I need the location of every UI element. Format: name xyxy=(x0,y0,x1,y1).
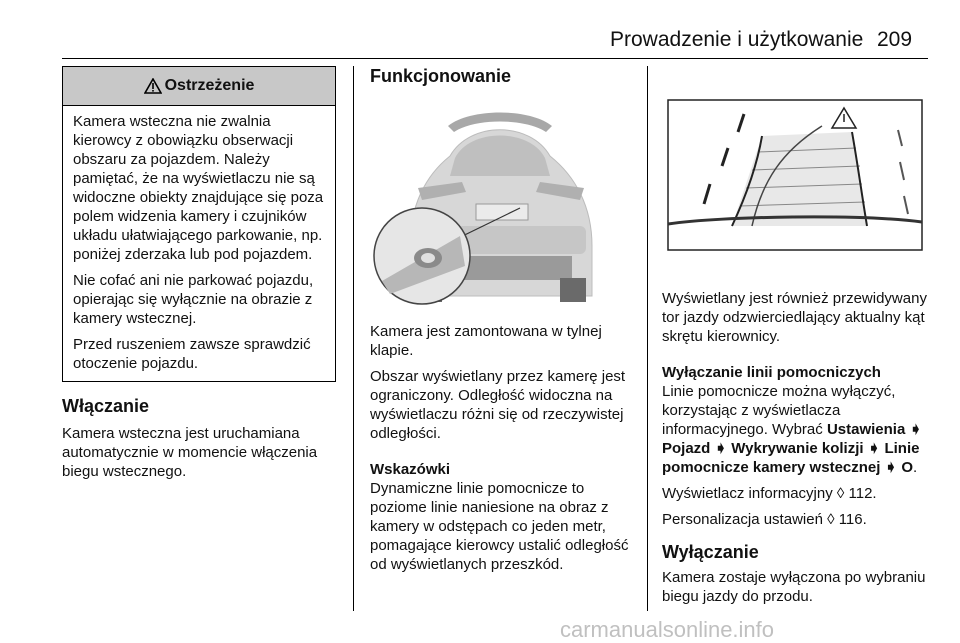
warning-title: Ostrzeżenie xyxy=(164,77,255,94)
function-text-block xyxy=(370,322,638,581)
heading-wlaczanie: Włączanie xyxy=(62,396,150,416)
tips-text: Dynamiczne linie pomocnicze to poziome linie naniesione na obraz z kamery w odstępach co jeden metr, pomagające kierowcy ustalić odległość od wyświetlanych przeszkód. xyxy=(370,480,629,573)
warning-header xyxy=(63,67,335,106)
rear-camera-car-illustration xyxy=(370,96,632,306)
warning-paragraph: Przed ruszeniem zawsze sprawdzić otoczenie pojazdu. xyxy=(73,336,311,372)
reference-text: Personalizacja ustawień xyxy=(662,511,823,528)
guides-paragraph xyxy=(662,382,932,477)
warning-box xyxy=(62,66,336,382)
reference-arrow-icon: ◊ xyxy=(827,511,835,528)
column-divider-1 xyxy=(353,66,354,611)
off-text: Kamera zostaje wyłączona po wybraniu biegu jazdy do przodu. xyxy=(662,569,926,605)
camera-display-illustration xyxy=(662,96,928,276)
function-paragraph-2: Obszar wyświetlany przez kamerę jest ograniczony. Odległość widoczna na wyświetlaczu różni się od rzeczywistej odległości. xyxy=(370,368,626,442)
menu-arrow-icon: ➧ xyxy=(884,459,898,476)
warning-paragraph: Nie cofać ani nie parkować pojazdu, opierając się wyłącznie na obrazie z kamery wstecznej. xyxy=(73,272,314,327)
menu-arrow-icon: ➧ xyxy=(714,440,728,457)
page-header-title: Prowadzenie i użytkowanie xyxy=(610,28,864,51)
tips-heading: Wskazówki xyxy=(370,461,451,478)
watermark: carmanualsonline.info xyxy=(560,617,775,642)
reference-arrow-icon: ◊ xyxy=(836,485,845,502)
menu-path-collision: Wykrywanie kolizji xyxy=(731,440,864,457)
menu-arrow-icon: ➧ xyxy=(909,421,923,438)
warning-paragraph: Kamera wsteczna nie zwalnia kierowcy z obowiązku obserwacji obszaru za pojazdem. Należy pamiętać, że na wyświetlaczu nie są widoczne obiekty znajdujące się poza polem widzenia kamery i czujników układu ułatwiającego parkowanie, np. poniżej zderzaka lub pod pojazdem. xyxy=(73,113,324,263)
right-text-block xyxy=(662,289,932,613)
reference-page: 112. xyxy=(848,485,877,502)
menu-path-vehicle: Pojazd xyxy=(662,440,711,457)
reference-info-display xyxy=(662,484,932,503)
menu-path-guidelines: Linie pomocnicze kamery wstecznej xyxy=(662,440,920,476)
heading-funkcjonowanie: Funkcjonowanie xyxy=(370,66,512,86)
toggle-off-icon: O xyxy=(901,459,914,476)
page-number: 209 xyxy=(877,28,913,51)
period: . xyxy=(913,459,918,476)
menu-path-settings: Ustawienia xyxy=(826,421,906,438)
guides-heading: Wyłączanie linii pomocniczych xyxy=(662,364,881,381)
guides-text: Linie pomocnicze można wyłączyć, korzystając z wyświetlacza informacyjnego. Wybrać xyxy=(662,383,896,438)
text-wlaczanie: Kamera wsteczna jest uruchamiana automatycznie w momencie włączenia biegu wstecznego. xyxy=(62,425,318,480)
reference-text: Wyświetlacz informacyjny xyxy=(662,485,833,502)
heading-wylaczanie: Wyłączanie xyxy=(662,542,759,562)
function-paragraph-1: Kamera jest zamontowana w tylnej klapie. xyxy=(370,323,602,359)
reference-personalization xyxy=(662,510,932,529)
header-divider xyxy=(62,58,928,59)
trajectory-paragraph: Wyświetlany jest również przewidywany tor jazdy odzwierciedlający aktualny kąt skrętu kierownicy. xyxy=(662,290,927,345)
menu-arrow-icon: ➧ xyxy=(867,440,881,457)
column-divider-2 xyxy=(647,66,648,611)
warning-body xyxy=(63,106,335,373)
reference-page: 116. xyxy=(838,511,867,528)
warning-triangle-icon xyxy=(144,78,162,94)
